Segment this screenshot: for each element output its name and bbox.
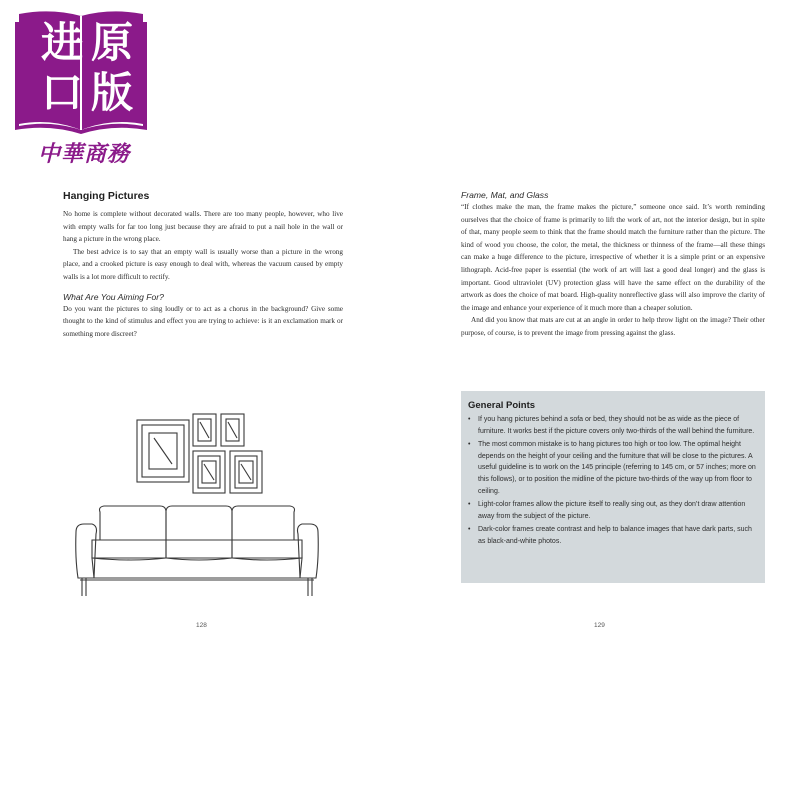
list-item-text: The most common mistake is to hang pictures too high or too low. The optimal height depends on the height of your ceiling and the furniture that will be close to the pictures. A useful guideline is to work on the 145 principle (referring to 145 cm, or 57 inches; more on this follows), or to position the midline of the picture two-thirds of the way up from floor to ceiling. (478, 441, 756, 495)
page-number-left: 128 (196, 622, 207, 629)
body-paragraph: Do you want the pictures to sing loudly or to act as a chorus in the background? Give some thought to the kind of stimulus and effect you are trying to achieve: is it an exclamation mark or something more discreet? (63, 304, 343, 338)
list-item (468, 499, 757, 522)
publisher-logo (15, 8, 147, 168)
sofa (76, 506, 319, 596)
logo-characters (37, 18, 137, 118)
left-page (63, 190, 343, 340)
logo-subtitle: 中華商務 (37, 141, 130, 167)
general-points-list (468, 414, 757, 548)
page-number-right: 129 (594, 622, 605, 629)
sofa-with-pictures-illustration (72, 408, 322, 608)
bullet-icon: • (468, 526, 471, 534)
right-page (461, 190, 765, 340)
body-paragraph: No home is complete without decorated walls. There are too many people, however, who live with empty walls for far too long just because they are afraid to put a nail hole in the wall or hang a picture in the wrong place. (63, 210, 343, 244)
section-heading: Hanging Pictures (63, 190, 150, 202)
logo-char: 版 (90, 68, 133, 117)
list-item (468, 414, 757, 437)
picture-frame-small (221, 414, 244, 446)
picture-frame-medium (193, 451, 225, 493)
subheading: What Are You Aiming For? (63, 291, 164, 302)
list-item-text: Dark-color frames create contrast and help to balance images that have dark parts, such as black-and-white photos. (478, 526, 752, 545)
body-paragraph: And did you know that mats are cut at an angle in order to help throw light on the image? Their other purpose, of course, is to prevent the image from pressing against the glass. (461, 316, 765, 337)
picture-frame-large (137, 420, 189, 482)
picture-frame-small (193, 414, 216, 446)
general-points-title: General Points (468, 400, 536, 411)
bullet-icon: • (468, 501, 471, 509)
list-item (468, 524, 757, 547)
subheading: Frame, Mat, and Glass (461, 190, 549, 200)
body-paragraph: “If clothes make the man, the frame makes the picture,” someone once said. It’s worth reminding ourselves that the choice of frame is primarily to lift the work of art, not the interior design, but in spite of that, many people seem to think that the frame should match the furniture rather than the picture. The kind of wood you choose, the color, the metal, the thickness or thinness of the frame—all these things can make a huge difference to the picture, irrespective of whether it is a simple print or an expensive lithograph. Acid-free paper is essential (the work of art will last a good deal longer) and the glass is important. Good ultraviolet (UV) protection glass will have the same effect on the durability of the artwork as does the choice of mat board. High-quality nonreflective glass will also improve the clarity of the image and enhance your experience of it much more than a cheaper solution. (461, 203, 765, 312)
logo-char: 进 (40, 18, 83, 67)
general-points-box (461, 391, 765, 583)
body-paragraph: The best advice is to say that an empty wall is usually worse than a picture in the wrong place, and a crooked picture is easy enough to deal with, whereas the vacuum caused by empty walls is a lot more difficult to rectify. (63, 247, 343, 281)
list-item-text: If you hang pictures behind a sofa or bed, they should not be as wide as the piece of furniture. It works best if the picture covers only two-thirds of the wall behind the furniture. (478, 416, 755, 435)
list-item-text: Light-color frames allow the picture itself to really sing out, as they don’t draw attention away from the subject of the picture. (478, 501, 746, 520)
bullet-icon: • (468, 416, 471, 423)
logo-char: 口 (40, 68, 83, 117)
list-item (468, 439, 757, 497)
bullet-icon: • (468, 441, 471, 449)
picture-frame-medium (230, 451, 262, 493)
logo-char: 原 (90, 18, 133, 67)
